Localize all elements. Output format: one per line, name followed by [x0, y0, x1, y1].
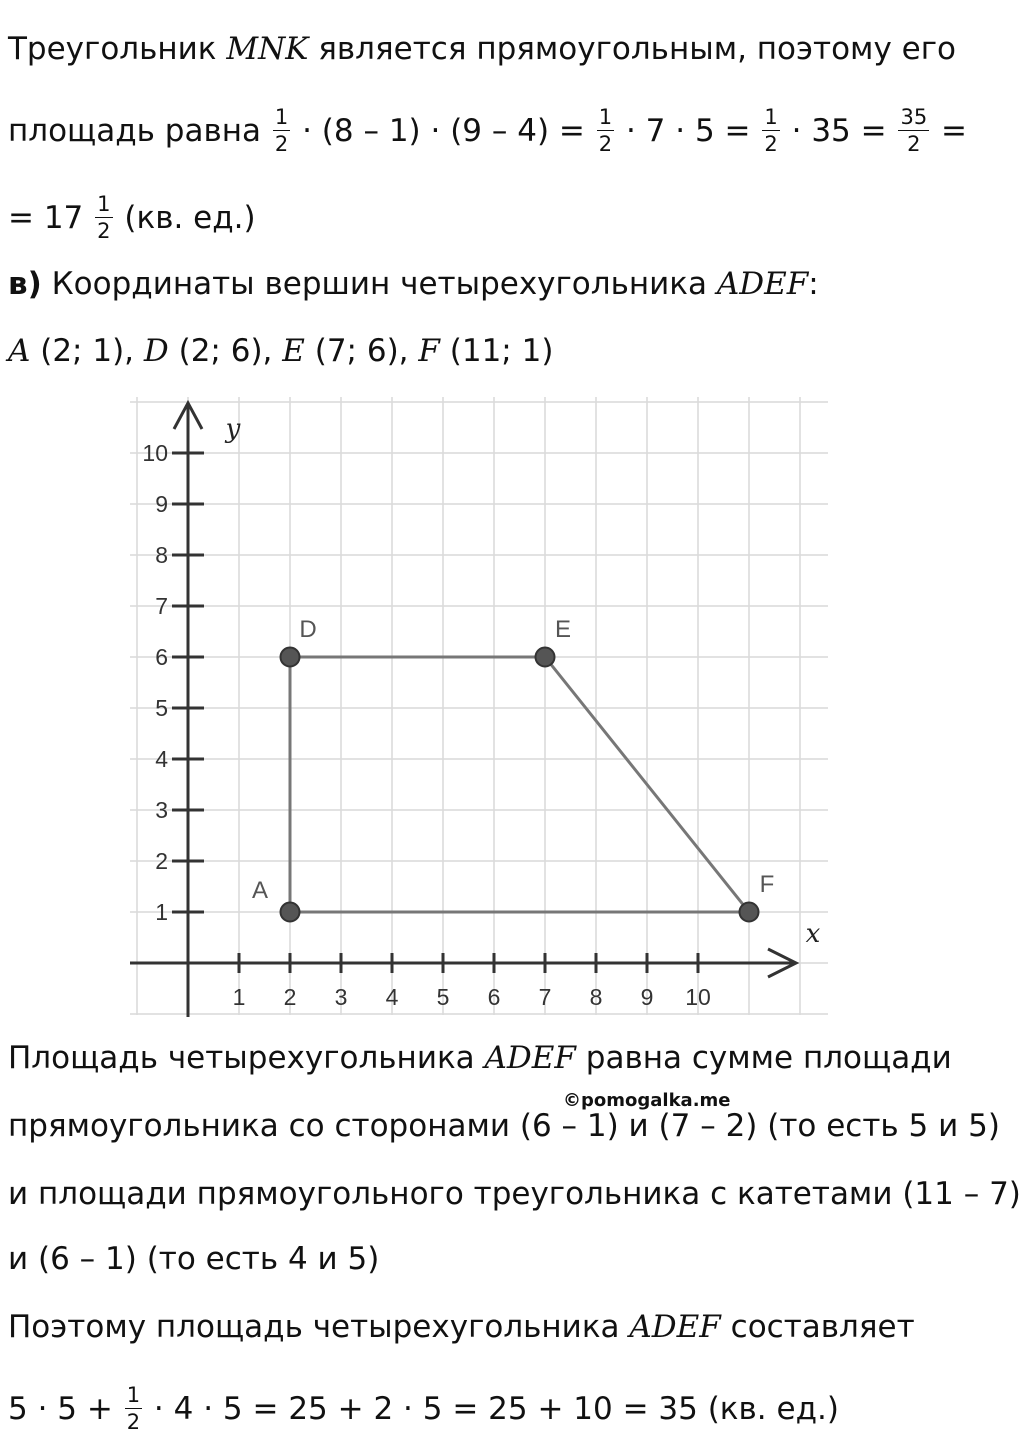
y-tick-label: 1 — [155, 899, 168, 925]
text-fragment: · 35 = — [781, 113, 897, 150]
text-fragment: (кв. ед.) — [114, 200, 256, 237]
y-tick-label: 2 — [155, 848, 168, 874]
text-fragment: · (8 – 1) · (9 – 4) = — [292, 113, 595, 150]
text-line-10 — [8, 1309, 915, 1345]
math-adef: ADEF — [716, 266, 809, 302]
math-e: E — [282, 333, 305, 369]
coordinate-plot — [128, 395, 830, 1017]
fraction-35-2: $\frac{35}{2}$ — [900, 105, 928, 157]
y-tick-label: 3 — [155, 797, 168, 823]
point-d — [281, 648, 300, 667]
text-line-8: и площади прямоугольного треугольника с катетами (11 – 7) — [8, 1176, 1021, 1212]
point-e — [536, 648, 555, 667]
text-fragment: (2; 1), — [30, 333, 144, 369]
y-tick-label: 6 — [155, 644, 168, 670]
text-fragment: : — [808, 266, 819, 302]
fraction-half: $\frac{1}{2}$ — [97, 192, 111, 244]
x-tick-label: 4 — [385, 984, 399, 1010]
text-fragment: площадь равна — [8, 113, 271, 150]
math-f: F — [418, 333, 440, 369]
x-tick-label: 3 — [334, 984, 348, 1010]
x-tick-label: 10 — [685, 984, 711, 1010]
x-tick-label: 1 — [232, 984, 246, 1010]
point-label-d: D — [299, 616, 317, 643]
text-line-1 — [8, 31, 956, 67]
text-fragment: · 7 · 5 = — [616, 113, 761, 150]
y-tick-label: 7 — [155, 593, 168, 619]
text-fragment: Координаты вершин четырехугольника — [41, 266, 717, 302]
text-fragment: составляет — [720, 1309, 915, 1345]
text-line-6 — [8, 1040, 952, 1076]
x-tick-label: 2 — [283, 984, 297, 1010]
grid — [130, 397, 828, 1015]
fraction-half: $\frac{1}{2}$ — [598, 105, 613, 157]
x-tick-label: 8 — [589, 984, 603, 1010]
math-mnk: MNK — [226, 31, 309, 67]
watermark: ©pomogalka.me — [563, 1090, 731, 1111]
point-label-f: F — [759, 871, 775, 898]
text-line-5 — [8, 333, 554, 369]
math-d: D — [143, 333, 169, 369]
x-tick-label: 5 — [436, 984, 450, 1010]
fraction-half: $\frac{1}{2}$ — [274, 105, 289, 157]
point-f — [740, 903, 759, 922]
text-line-7: прямоугольника со сторонами (6 – 1) и (7 – 2) (то есть 5 и 5) — [8, 1108, 1000, 1144]
points — [252, 616, 774, 922]
text-fragment: является прямоугольным, поэтому его — [308, 31, 956, 67]
text-line-11 — [8, 1383, 839, 1435]
point-label-e: E — [554, 616, 572, 643]
y-tick-label: 8 — [155, 542, 168, 568]
text-fragment: (7; 6), — [304, 333, 419, 369]
y-tick-label: 10 — [142, 440, 168, 466]
math-adef: ADEF — [629, 1309, 721, 1345]
text-fragment: · 4 · 5 = 25 + 2 · 5 = 25 + 10 = 35 (кв. ед.) — [144, 1391, 839, 1428]
point-label-a: A — [251, 877, 269, 904]
text-line-9: и (6 – 1) (то есть 4 и 5) — [8, 1241, 380, 1277]
axes — [130, 403, 821, 1017]
ticks — [142, 440, 710, 1010]
x-tick-label: 7 — [538, 984, 552, 1010]
x-tick-label: 9 — [640, 984, 654, 1010]
text-fragment: (11; 1) — [439, 333, 554, 369]
x-axis-label: x — [805, 919, 821, 949]
point-a — [281, 903, 300, 922]
y-tick-label: 9 — [155, 491, 168, 517]
item-label: в) — [8, 266, 42, 302]
y-tick-label: 5 — [155, 695, 168, 721]
text-fragment: равна сумме площади — [575, 1040, 952, 1076]
text-fragment: Площадь четырехугольника — [8, 1040, 485, 1076]
y-axis-label: y — [225, 414, 241, 444]
x-tick-label: 6 — [487, 984, 501, 1010]
text-fragment: (2; 6), — [168, 333, 283, 369]
fraction-half: $\frac{1}{2}$ — [126, 1383, 141, 1435]
text-fragment: Поэтому площадь четырехугольника — [8, 1309, 630, 1345]
text-line-2 — [8, 105, 968, 157]
polygon-edges — [290, 657, 749, 912]
y-tick-label: 4 — [155, 746, 168, 772]
text-line-3 — [8, 192, 256, 244]
text-fragment: = 17 — [8, 200, 94, 237]
text-fragment: = — [931, 113, 968, 150]
math-adef: ADEF — [484, 1040, 576, 1076]
text-fragment: Треугольник — [8, 31, 227, 67]
text-fragment: 5 · 5 + — [8, 1391, 123, 1428]
math-a: A — [8, 333, 31, 369]
quadrilateral-adef — [290, 657, 749, 912]
fraction-half: $\frac{1}{2}$ — [764, 105, 778, 157]
text-line-4 — [8, 266, 819, 302]
